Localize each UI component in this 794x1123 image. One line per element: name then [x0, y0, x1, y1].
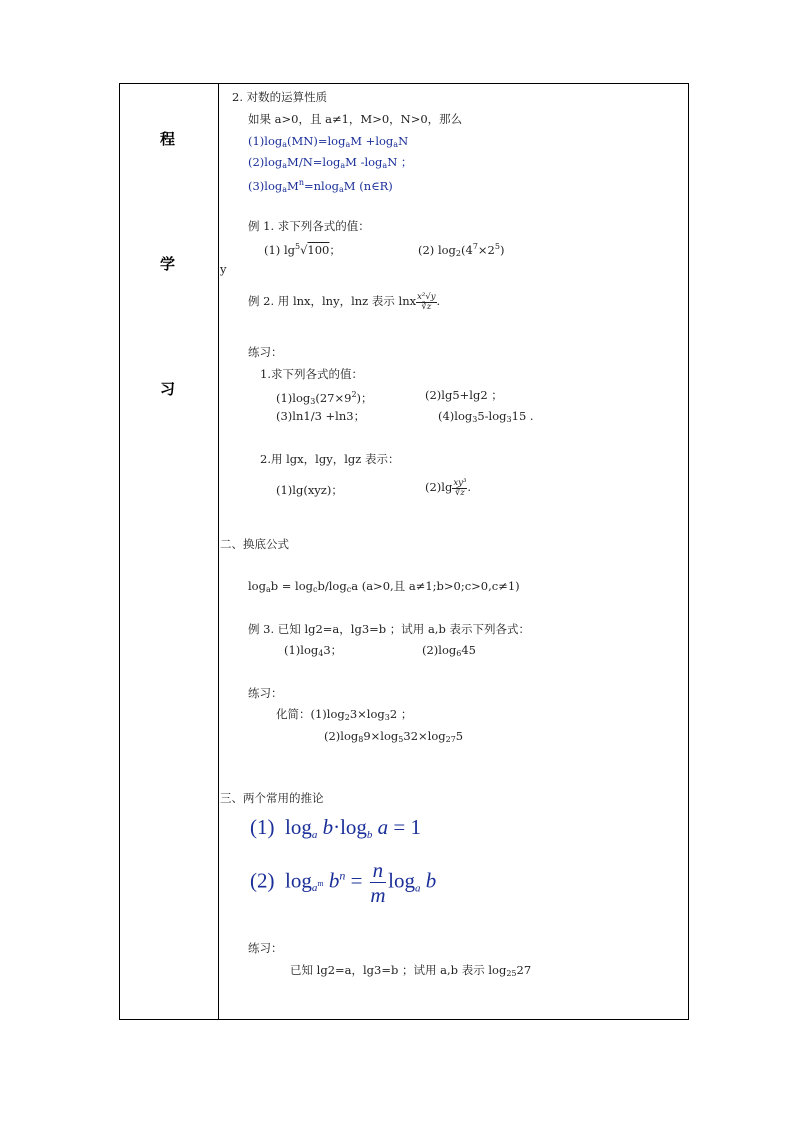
fraction-expression: $\frac{\text{xy³}}{∛z}$ — [453, 477, 467, 498]
practice-3-label: 练习： — [248, 941, 283, 955]
condition-line: 如果 a>0，且 a≠1，M>0，N>0，那么 — [248, 112, 463, 126]
section-title-change-of-base: 二、换底公式 — [220, 537, 289, 551]
fraction-expression: $\frac{\text{x²√y}}{∛z}$ — [417, 291, 436, 312]
column-divider — [218, 83, 219, 1020]
practice-1-e: (1)lg(xyz)； — [276, 483, 343, 497]
practice-1-label: 练习： — [248, 345, 283, 359]
practice-1-b: (2)lg5+lg2 ； — [425, 388, 503, 402]
corollary-1: (1) $\log_a b\cdot\log_b$ a = 1 — [250, 815, 422, 841]
example-1-q1: (1) $\lg^5√100$； — [264, 242, 341, 257]
practice-2-label: 练习： — [248, 686, 283, 700]
practice-1-a: $(1)\log_3(27\times 9^2)$； — [276, 390, 373, 406]
practice-2-r1: 化简：$(1)\log_23\times\log_32$ ； — [276, 707, 413, 722]
side-label-3: 习 — [160, 380, 176, 398]
example-2: 例 2. 用 lnx，lny，lnz 表示 lnx $\frac{\text{x²√y}}{∛z}$ . — [248, 291, 441, 312]
property-1: $(1)\log_a(MN)=\log_aM +\log_aN$ — [248, 134, 409, 149]
radical-icon: √ — [300, 243, 308, 257]
practice-1-c: (3)ln1/3 +ln3； — [276, 409, 366, 423]
practice-2-r2: $(2)\log_89\times\log_532\times\log_{27}5$ — [324, 729, 464, 744]
practice-3-question: 已知 lg2=a，lg3=b ；试用 a,b 表示 $\log_{25}27$ — [290, 963, 532, 978]
change-of-base-formula: $\log_ab = \log_cb/\log_ca$ (a>0,且 a≠1;b>0;c>0,c≠1) — [248, 579, 520, 594]
side-label-2: 学 — [160, 255, 176, 273]
practice-1-f: (2)lg $\frac{\text{xy³}}{∛z}$ . — [425, 477, 472, 498]
example-3-label: 例 3. 已知 lg2=a，lg3=b ；试用 a,b 表示下列各式： — [248, 622, 530, 636]
side-label-1: 程 — [160, 130, 176, 148]
practice-1-item2: 2.用 lgx，lgy，lgz 表示： — [260, 452, 400, 466]
example-3-q2: $(2)\log_645$ — [422, 643, 476, 658]
example-3-q1: $(1)\log_43$； — [284, 643, 343, 658]
section-title-properties: 2. 对数的运算性质 — [232, 90, 328, 104]
stray-mark: y — [220, 262, 227, 276]
property-3: $(3)\log_aM^n=nlog_aM$ (n∈R) — [248, 178, 393, 194]
fraction-n-over-m: $\frac{n}{m}$ — [370, 858, 386, 907]
practice-1-item1: 1.求下列各式的值： — [260, 367, 363, 381]
example-1-label: 例 1. 求下列各式的值： — [248, 219, 370, 233]
section-title-corollaries: 三、两个常用的推论 — [220, 791, 324, 805]
corollary-2: (2) $\log_{a^m} b^n$ = $\frac{n}{m}$ $\log_a b$ — [250, 858, 437, 907]
example-1-q2: (2) $\log_2(4^7\times 2^5)$ — [418, 242, 505, 258]
property-2: $(2)\log_aM/N=\log_aM$ $-\log_aN$ ； — [248, 155, 413, 170]
practice-1-d: $(4)\log_35-\log_315$ . — [438, 409, 534, 424]
